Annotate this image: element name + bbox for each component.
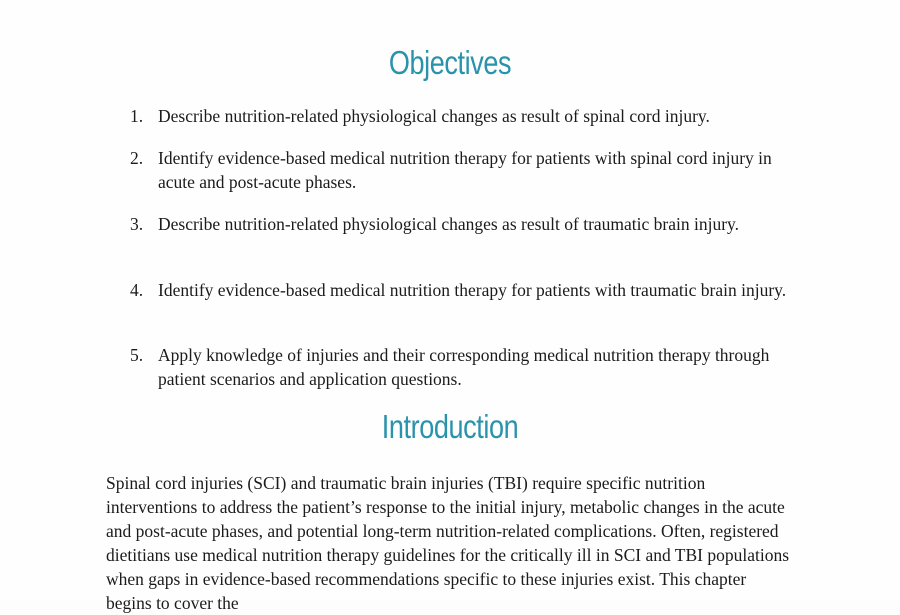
objective-number: 1. — [130, 106, 144, 126]
objectives-heading: Objectives — [388, 44, 512, 81]
objective-text: Describe nutrition-related physiological changes as result of traumatic brain injury. — [158, 214, 740, 234]
introduction-paragraph: Spinal cord injuries (SCI) and traumatic brain injuries (TBI) require specific nutrition interventions to address the patient’s response to the initial injury, metabolic changes in the acute and post-acute phases, and potential long-term nutrition-related complications. Often, registered dietitians use medical nutrition therapy guidelines for the critically ill in SCI and TBI populations when gaps in evidence-based recommendations specific to these injuries exist. This chapter begins to cover the — [106, 473, 790, 613]
objective-number: 5. — [130, 345, 144, 365]
introduction-heading: Introduction — [381, 408, 519, 445]
objective-number: 4. — [130, 280, 144, 300]
objective-text: Describe nutrition-related physiological changes as result of spinal cord injury. — [158, 106, 710, 126]
objective-text: Apply knowledge of injuries and their corresponding medical nutrition therapy through patient scenarios and application questions. — [158, 345, 770, 389]
objective-text: Identify evidence-based medical nutrition therapy for patients with spinal cord injury in acute and post-acute phases. — [158, 148, 772, 192]
objective-number: 2. — [130, 148, 144, 168]
objective-number: 3. — [130, 214, 144, 234]
objective-text: Identify evidence-based medical nutrition therapy for patients with traumatic brain injury. — [158, 280, 787, 300]
